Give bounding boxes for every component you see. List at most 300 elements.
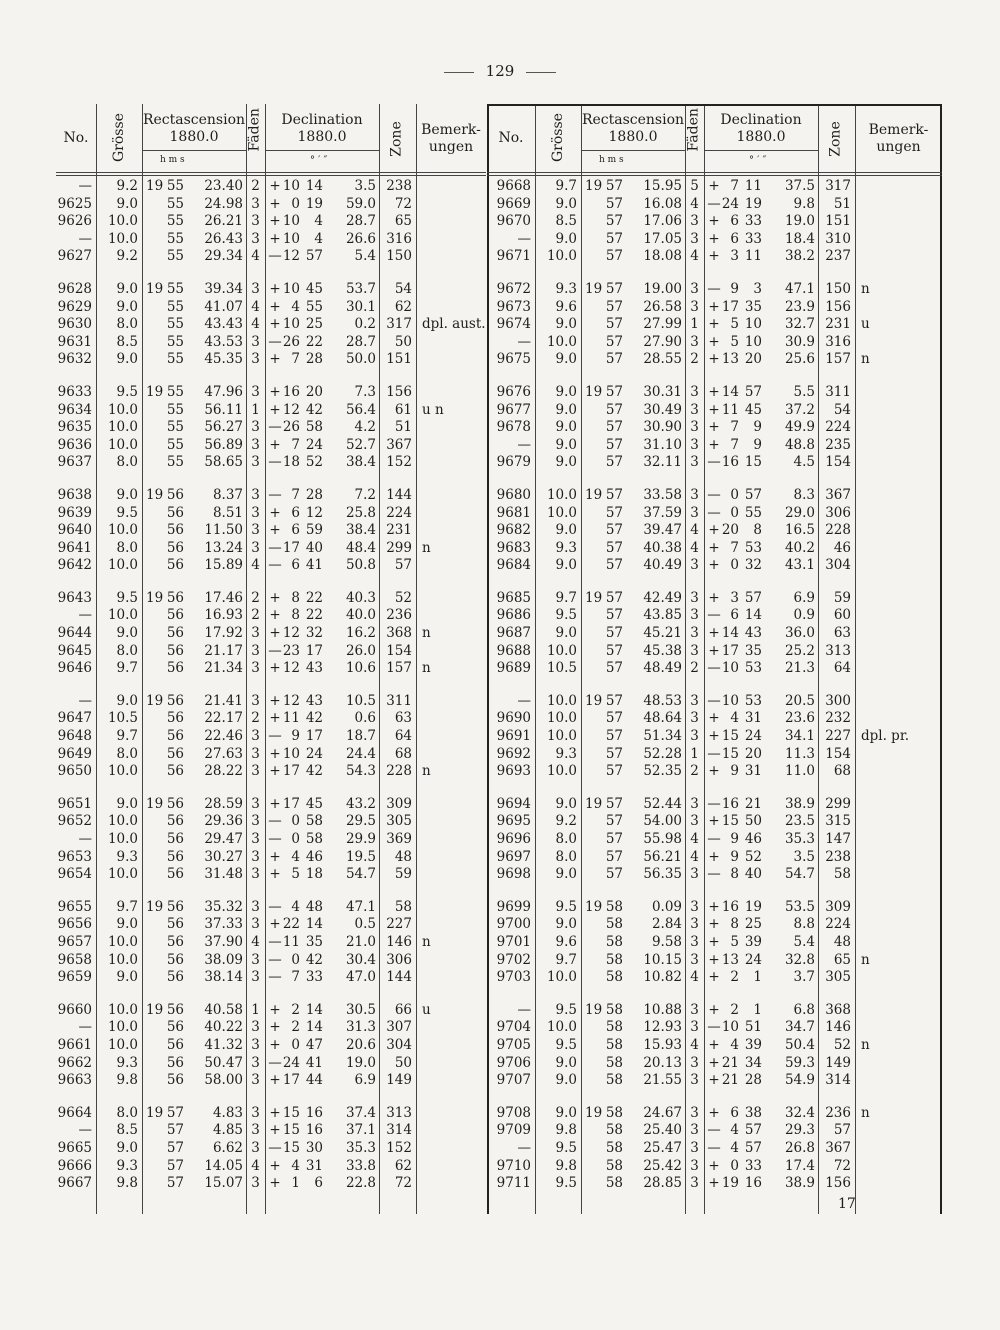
cell-ra-minutes: 57 <box>605 351 623 368</box>
cell-decl-minutes: 35 <box>744 298 762 315</box>
cell-faeden: 3 <box>690 625 699 642</box>
cell-decl-minutes: 45 <box>305 280 323 297</box>
cell-magnitude: 9.0 <box>116 916 138 933</box>
cell-decl-minutes: 41 <box>305 557 323 574</box>
cell-decl-sign: — <box>707 454 721 471</box>
cell-faeden: 3 <box>690 419 699 436</box>
cell-decl-sign: — <box>268 454 282 471</box>
cell-number: — <box>517 1139 531 1156</box>
cell-ra-minutes: 58 <box>605 1139 623 1156</box>
cell-decl-seconds: 53.7 <box>345 280 376 297</box>
cell-decl-sign: + <box>708 298 720 315</box>
table-row <box>56 866 486 884</box>
cell-ra-seconds: 24.67 <box>643 1104 682 1121</box>
cell-ra-minutes: 58 <box>605 1157 623 1174</box>
cell-number: 9668 <box>496 178 531 194</box>
cell-decl-degrees: 12 <box>282 625 300 642</box>
cell-magnitude: 10.0 <box>107 557 138 574</box>
cell-decl-sign: — <box>268 333 282 350</box>
cell-ra-minutes: 55 <box>166 280 184 297</box>
row-group <box>56 487 486 575</box>
table-row <box>487 866 942 884</box>
cell-faeden: 3 <box>251 660 260 677</box>
cell-number: — <box>78 607 92 624</box>
cell-decl-minutes: 14 <box>305 1019 323 1036</box>
header-ra-title: Rectascension <box>581 112 685 128</box>
cell-ra-minutes: 57 <box>166 1139 184 1156</box>
cell-ra-minutes: 58 <box>605 1104 623 1121</box>
cell-magnitude: 9.7 <box>116 660 138 677</box>
cell-decl-minutes: 20 <box>305 383 323 400</box>
cell-ra-minutes: 56 <box>166 933 184 950</box>
cell-remarks: n <box>422 625 431 642</box>
cell-decl-sign: + <box>708 969 720 986</box>
cell-zone: 50 <box>394 333 412 350</box>
cell-ra-seconds: 17.06 <box>643 213 682 230</box>
cell-ra-minutes: 57 <box>605 486 623 503</box>
cell-decl-sign: + <box>269 316 281 333</box>
cell-decl-minutes: 19 <box>305 195 323 212</box>
row-group <box>56 281 486 369</box>
cell-ra-hours: 19 <box>585 280 603 297</box>
header-subrule <box>581 150 685 151</box>
cell-ra-minutes: 57 <box>166 1157 184 1174</box>
cell-decl-degrees: 10 <box>282 745 300 762</box>
table-row <box>487 557 942 575</box>
cell-magnitude: 9.0 <box>555 1054 577 1071</box>
cell-magnitude: 9.0 <box>555 230 577 247</box>
cell-number: 9656 <box>57 916 92 933</box>
cell-magnitude: 8.5 <box>116 1122 138 1139</box>
table-row <box>56 419 486 437</box>
cell-decl-minutes: 58 <box>305 813 323 830</box>
cell-ra-minutes: 58 <box>605 1001 623 1018</box>
cell-decl-seconds: 19.0 <box>784 213 815 230</box>
cell-zone: 306 <box>825 504 851 521</box>
cell-decl-sign: — <box>707 486 721 503</box>
cell-decl-degrees: 6 <box>730 1104 739 1121</box>
cell-faeden: 4 <box>251 557 260 574</box>
cell-decl-sign: — <box>268 813 282 830</box>
cell-ra-seconds: 43.43 <box>204 316 243 333</box>
cell-number: 9642 <box>57 557 92 574</box>
cell-decl-sign: + <box>269 1019 281 1036</box>
table-row <box>487 454 942 472</box>
cell-ra-minutes: 57 <box>605 831 623 847</box>
header-subrule <box>704 150 818 151</box>
cell-decl-seconds: 54.7 <box>345 866 376 883</box>
cell-magnitude: 8.0 <box>555 848 577 865</box>
cell-decl-degrees: 10 <box>282 230 300 247</box>
cell-decl-seconds: 29.5 <box>345 813 376 830</box>
cell-decl-minutes: 18 <box>305 866 323 883</box>
cell-zone: 51 <box>394 419 412 436</box>
cell-decl-seconds: 49.9 <box>784 419 815 436</box>
cell-decl-seconds: 59.3 <box>784 1054 815 1071</box>
cell-magnitude: 9.0 <box>116 195 138 212</box>
cell-ra-seconds: 58.65 <box>204 454 243 471</box>
cell-zone: 306 <box>386 951 412 968</box>
cell-decl-minutes: 4 <box>314 213 323 230</box>
cell-decl-sign: + <box>269 795 281 812</box>
cell-faeden: 3 <box>251 642 260 659</box>
cell-ra-minutes: 55 <box>166 195 184 212</box>
cell-magnitude: 9.2 <box>555 813 577 830</box>
cell-ra-seconds: 28.22 <box>204 763 243 780</box>
cell-faeden: 3 <box>690 333 699 350</box>
cell-number: 9626 <box>57 213 92 230</box>
cell-zone: 304 <box>825 557 851 574</box>
cell-decl-sign: + <box>269 589 281 606</box>
cell-ra-seconds: 30.31 <box>643 383 682 400</box>
cell-decl-minutes: 57 <box>744 486 762 503</box>
cell-decl-degrees: 6 <box>730 607 739 624</box>
cell-ra-seconds: 27.99 <box>643 316 682 333</box>
cell-ra-minutes: 57 <box>166 1175 184 1192</box>
cell-decl-degrees: 16 <box>721 898 739 915</box>
table-row <box>487 693 942 711</box>
cell-magnitude: 8.0 <box>116 745 138 762</box>
cell-decl-seconds: 0.2 <box>354 316 376 333</box>
cell-decl-seconds: 35.3 <box>345 1139 376 1156</box>
cell-faeden: 4 <box>690 831 699 847</box>
table-row <box>56 454 486 472</box>
cell-decl-minutes: 31 <box>744 763 762 780</box>
table-row <box>56 213 486 231</box>
table-row <box>487 607 942 625</box>
cell-ra-seconds: 40.49 <box>643 557 682 574</box>
cell-decl-sign: + <box>708 539 720 556</box>
cell-decl-sign: + <box>269 1175 281 1192</box>
cell-magnitude: 10.0 <box>546 486 577 503</box>
cell-zone: 314 <box>386 1122 412 1139</box>
cell-ra-seconds: 39.34 <box>204 280 243 297</box>
cell-decl-seconds: 0.9 <box>793 607 815 624</box>
cell-decl-degrees: 12 <box>282 401 300 418</box>
cell-decl-sign: + <box>708 1072 720 1089</box>
table-row <box>56 505 486 523</box>
cell-decl-degrees: 13 <box>721 351 739 368</box>
cell-zone: 227 <box>825 728 851 745</box>
cell-decl-seconds: 17.4 <box>784 1157 815 1174</box>
cell-decl-seconds: 50.4 <box>784 1036 815 1053</box>
cell-magnitude: 10.0 <box>107 419 138 436</box>
table-row <box>56 590 486 608</box>
cell-zone: 156 <box>386 383 412 400</box>
cell-decl-sign: + <box>269 710 281 727</box>
cell-decl-degrees: 16 <box>721 454 739 471</box>
cell-number: — <box>78 1122 92 1139</box>
cell-zone: 305 <box>386 813 412 830</box>
cell-number: 9674 <box>496 316 531 333</box>
cell-decl-minutes: 28 <box>305 351 323 368</box>
cell-magnitude: 9.8 <box>116 1175 138 1192</box>
cell-ra-minutes: 56 <box>166 763 184 780</box>
cell-faeden: 3 <box>690 1072 699 1089</box>
table-row <box>487 281 942 299</box>
cell-ra-minutes: 55 <box>166 351 184 368</box>
cell-faeden: 1 <box>251 1001 260 1018</box>
cell-decl-minutes: 39 <box>744 1036 762 1053</box>
cell-decl-seconds: 8.3 <box>793 486 815 503</box>
cell-ra-seconds: 22.46 <box>204 728 243 745</box>
cell-faeden: 4 <box>690 969 699 986</box>
cell-decl-degrees: 21 <box>721 1072 739 1089</box>
cell-ra-seconds: 28.85 <box>643 1175 682 1192</box>
cell-ra-seconds: 17.92 <box>204 625 243 642</box>
cell-decl-sign: — <box>268 1139 282 1156</box>
cell-ra-seconds: 26.43 <box>204 230 243 247</box>
cell-ra-hours: 19 <box>146 1001 164 1018</box>
cell-faeden: 3 <box>251 745 260 762</box>
cell-zone: 237 <box>825 248 851 265</box>
cell-decl-degrees: 10 <box>282 280 300 297</box>
cell-faeden: 3 <box>690 383 699 400</box>
cell-decl-seconds: 37.1 <box>345 1122 376 1139</box>
cell-decl-degrees: 17 <box>282 795 300 812</box>
table-row <box>56 1122 486 1140</box>
cell-ra-minutes: 56 <box>166 1072 184 1089</box>
cell-number: — <box>517 230 531 247</box>
cell-magnitude: 10.0 <box>546 763 577 780</box>
cell-ra-minutes: 57 <box>605 230 623 247</box>
cell-decl-seconds: 5.4 <box>354 248 376 265</box>
cell-zone: 231 <box>825 316 851 333</box>
cell-decl-seconds: 37.2 <box>784 401 815 418</box>
cell-zone: 316 <box>386 230 412 247</box>
table-row <box>487 178 942 196</box>
cell-decl-degrees: 5 <box>730 316 739 333</box>
cell-faeden: 3 <box>251 213 260 230</box>
cell-ra-seconds: 30.27 <box>204 848 243 865</box>
table-row <box>56 316 486 334</box>
cell-decl-sign: + <box>708 589 720 606</box>
cell-faeden: 3 <box>690 866 699 883</box>
cell-decl-degrees: 15 <box>282 1122 300 1139</box>
cell-number: 9664 <box>57 1104 92 1121</box>
cell-ra-minutes: 55 <box>166 316 184 333</box>
cell-ra-seconds: 14.05 <box>204 1157 243 1174</box>
cell-zone: 299 <box>825 795 851 812</box>
cell-zone: 65 <box>833 951 851 968</box>
cell-ra-seconds: 30.90 <box>643 419 682 436</box>
cell-ra-seconds: 40.38 <box>643 539 682 556</box>
cell-decl-minutes: 31 <box>744 710 762 727</box>
cell-number: — <box>517 692 531 709</box>
header-remarks-1: Bemerk- <box>868 122 929 138</box>
cell-ra-minutes: 57 <box>605 866 623 883</box>
cell-faeden: 3 <box>251 333 260 350</box>
row-group <box>487 487 942 575</box>
cell-decl-minutes: 45 <box>744 401 762 418</box>
cell-decl-degrees: 10 <box>282 316 300 333</box>
cell-ra-seconds: 43.53 <box>204 333 243 350</box>
cell-ra-minutes: 56 <box>166 1036 184 1053</box>
cell-decl-degrees: 17 <box>721 642 739 659</box>
cell-magnitude: 10.0 <box>546 642 577 659</box>
cell-decl-minutes: 50 <box>744 813 762 830</box>
cell-decl-degrees: 7 <box>291 486 300 503</box>
cell-faeden: 3 <box>690 298 699 315</box>
cell-decl-sign: + <box>269 213 281 230</box>
cell-decl-minutes: 33 <box>744 213 762 230</box>
row-group <box>487 796 942 884</box>
cell-decl-minutes: 1 <box>753 969 762 986</box>
cell-ra-minutes: 57 <box>605 692 623 709</box>
cell-decl-degrees: 0 <box>291 195 300 212</box>
cell-number: 9627 <box>57 248 92 265</box>
cell-decl-sign: + <box>269 692 281 709</box>
cell-magnitude: 10.0 <box>546 969 577 986</box>
cell-decl-sign: + <box>708 625 720 642</box>
cell-zone: 62 <box>394 1157 412 1174</box>
header-ra-epoch: 1880.0 <box>608 129 658 145</box>
cell-decl-sign: — <box>268 1054 282 1071</box>
cell-remarks: n <box>422 660 431 677</box>
header-ra-units: h m s <box>599 155 624 165</box>
cell-zone: 146 <box>386 933 412 950</box>
cell-number: 9680 <box>496 486 531 503</box>
cell-ra-hours: 19 <box>585 178 603 194</box>
cell-magnitude: 10.0 <box>107 607 138 624</box>
cell-decl-degrees: 26 <box>282 419 300 436</box>
table-row <box>56 196 486 214</box>
table-row <box>487 1002 942 1020</box>
cell-decl-sign: + <box>708 178 720 194</box>
table-row <box>56 522 486 540</box>
cell-decl-seconds: 21.0 <box>345 933 376 950</box>
cell-magnitude: 9.0 <box>555 383 577 400</box>
cell-decl-degrees: 16 <box>721 795 739 812</box>
cell-decl-sign: — <box>268 486 282 503</box>
cell-zone: 309 <box>386 795 412 812</box>
cell-zone: 59 <box>833 589 851 606</box>
cell-magnitude: 9.8 <box>555 1157 577 1174</box>
cell-number: 9649 <box>57 745 92 762</box>
cell-remarks: n <box>422 539 431 556</box>
cell-zone: 315 <box>825 813 851 830</box>
row-group <box>56 1002 486 1090</box>
table-row <box>56 728 486 746</box>
cell-decl-degrees: 0 <box>730 486 739 503</box>
cell-magnitude: 10.0 <box>107 1001 138 1018</box>
cell-decl-sign: + <box>269 298 281 315</box>
cell-decl-degrees: 15 <box>282 1104 300 1121</box>
cell-decl-seconds: 48.8 <box>784 436 815 453</box>
cell-number: — <box>78 831 92 847</box>
cell-decl-sign: + <box>269 178 281 194</box>
cell-decl-minutes: 42 <box>305 401 323 418</box>
cell-decl-minutes: 10 <box>744 333 762 350</box>
cell-decl-minutes: 35 <box>305 933 323 950</box>
cell-zone: 154 <box>825 454 851 471</box>
cell-zone: 154 <box>825 745 851 762</box>
cell-ra-minutes: 56 <box>166 813 184 830</box>
cell-decl-minutes: 32 <box>305 625 323 642</box>
cell-zone: 62 <box>394 298 412 315</box>
cell-decl-sign: — <box>707 866 721 883</box>
cell-decl-degrees: 24 <box>282 1054 300 1071</box>
cell-decl-minutes: 6 <box>314 1175 323 1192</box>
cell-number: 9640 <box>57 522 92 539</box>
cell-zone: 309 <box>825 898 851 915</box>
cell-magnitude: 9.7 <box>555 951 577 968</box>
cell-decl-degrees: 3 <box>730 589 739 606</box>
cell-decl-minutes: 25 <box>744 916 762 933</box>
cell-decl-seconds: 47.1 <box>784 280 815 297</box>
cell-number: 9686 <box>496 607 531 624</box>
cell-decl-degrees: 18 <box>282 454 300 471</box>
cell-magnitude: 8.5 <box>116 333 138 350</box>
cell-zone: 228 <box>386 763 412 780</box>
cell-decl-seconds: 54.7 <box>784 866 815 883</box>
cell-number: 9708 <box>496 1104 531 1121</box>
cell-magnitude: 9.5 <box>116 383 138 400</box>
cell-zone: 311 <box>386 692 412 709</box>
cell-number: 9677 <box>496 401 531 418</box>
cell-zone: 228 <box>825 522 851 539</box>
cell-magnitude: 9.7 <box>116 898 138 915</box>
cell-faeden: 3 <box>690 795 699 812</box>
cell-decl-seconds: 20.5 <box>784 692 815 709</box>
cell-number: — <box>517 436 531 453</box>
cell-faeden: 4 <box>690 248 699 265</box>
table-row <box>56 1002 486 1020</box>
cell-decl-degrees: 2 <box>730 1001 739 1018</box>
cell-decl-degrees: 12 <box>282 248 300 265</box>
cell-decl-sign: + <box>708 1036 720 1053</box>
cell-decl-sign: + <box>708 1104 720 1121</box>
cell-faeden: 3 <box>690 933 699 950</box>
cell-ra-seconds: 41.07 <box>204 298 243 315</box>
cell-ra-minutes: 56 <box>166 692 184 709</box>
cell-number: 9631 <box>57 333 92 350</box>
cell-magnitude: 9.0 <box>555 625 577 642</box>
cell-decl-degrees: 2 <box>291 1001 300 1018</box>
cell-faeden: 4 <box>690 848 699 865</box>
cell-ra-minutes: 57 <box>166 1122 184 1139</box>
cell-ra-minutes: 57 <box>605 745 623 762</box>
cell-decl-degrees: 5 <box>730 933 739 950</box>
cell-number: 9683 <box>496 539 531 556</box>
cell-faeden: 3 <box>690 1139 699 1156</box>
cell-decl-minutes: 48 <box>305 898 323 915</box>
cell-decl-minutes: 21 <box>744 795 762 812</box>
cell-ra-minutes: 56 <box>166 866 184 883</box>
cell-decl-seconds: 34.1 <box>784 728 815 745</box>
cell-decl-minutes: 14 <box>305 1001 323 1018</box>
table-row <box>56 1072 486 1090</box>
cell-decl-sign: + <box>708 898 720 915</box>
rows <box>56 178 486 1214</box>
cell-decl-seconds: 8.8 <box>793 916 815 933</box>
cell-zone: 50 <box>394 1054 412 1071</box>
cell-ra-minutes: 56 <box>166 848 184 865</box>
cell-number: 9710 <box>496 1157 531 1174</box>
cell-ra-minutes: 56 <box>166 951 184 968</box>
cell-decl-sign: + <box>269 848 281 865</box>
cell-decl-minutes: 47 <box>305 1036 323 1053</box>
cell-zone: 305 <box>825 969 851 986</box>
table-row <box>487 1122 942 1140</box>
cell-faeden: 3 <box>690 1001 699 1018</box>
cell-number: 9673 <box>496 298 531 315</box>
cell-ra-seconds: 54.00 <box>643 813 682 830</box>
cell-ra-seconds: 37.33 <box>204 916 243 933</box>
cell-decl-sign: + <box>708 333 720 350</box>
cell-faeden: 4 <box>690 195 699 212</box>
cell-number: 9689 <box>496 660 531 677</box>
